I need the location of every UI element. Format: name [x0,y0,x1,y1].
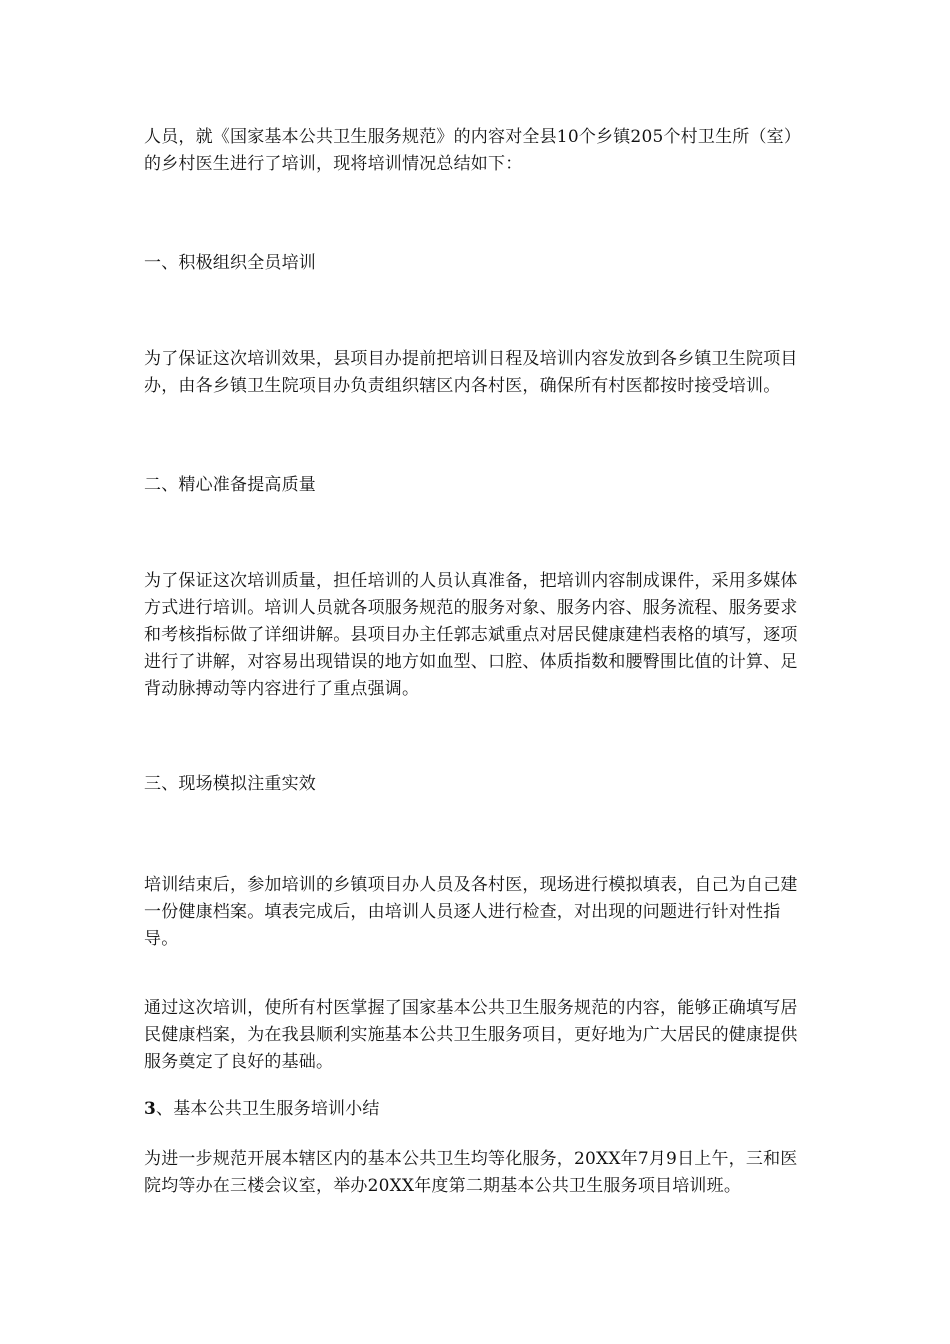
section2-heading: 二、精心准备提高质量 [144,475,316,495]
section2-paragraph: 为了保证这次培训质量，担任培训的人员认真准备，把培训内容制成课件，采用多媒体方式进行培训。培训人员就各项服务规范的服务对象、服务内容、服务流程、服务要求和考核指标做了详细讲解。县项目办主任郭志斌重点对居民健康建档表格的填写，逐项进行了讲解，对容易出现错误的地方如血型、口腔、体质指数和腰臀围比值的计算、足背动脉搏动等内容进行了重点强调。 [144,571,798,699]
conclusion-paragraph: 通过这次培训，使所有村医掌握了国家基本公共卫生服务规范的内容，能够正确填写居民健康档案，为在我县顺利实施基本公共卫生服务项目，更好地为广大居民的健康提供服务奠定了良好的基础。 [144,998,798,1072]
next-section-title-text: 、基本公共卫生服务培训小结 [156,1099,380,1119]
next-section-number: 3 [144,1099,157,1119]
next-section-paragraph: 为进一步规范开展本辖区内的基本公共卫生均等化服务，20XX年7月9日上午，三和医院均等办在三楼会议室，举办20XX年度第二期基本公共卫生服务项目培训班。 [144,1149,798,1196]
section3-heading: 三、现场模拟注重实效 [144,774,316,794]
next-section-title [144,1096,808,1123]
section1-paragraph: 为了保证这次培训效果，县项目办提前把培训日程及培训内容发放到各乡镇卫生院项目办，由各乡镇卫生院项目办负责组织辖区内各村医，确保所有村医都按时接受培训。 [144,349,798,396]
section3-paragraph: 培训结束后，参加培训的乡镇项目办人员及各村医，现场进行模拟填表，自己为自己建一份健康档案。填表完成后，由培训人员逐人进行检查，对出现的问题进行针对性指导。 [144,875,798,949]
section1-heading: 一、积极组织全员培训 [144,253,316,273]
intro-paragraph: 人员，就《国家基本公共卫生服务规范》的内容对全县10个乡镇205个村卫生所（室）的乡村医生进行了培训，现将培训情况总结如下： [144,127,802,174]
